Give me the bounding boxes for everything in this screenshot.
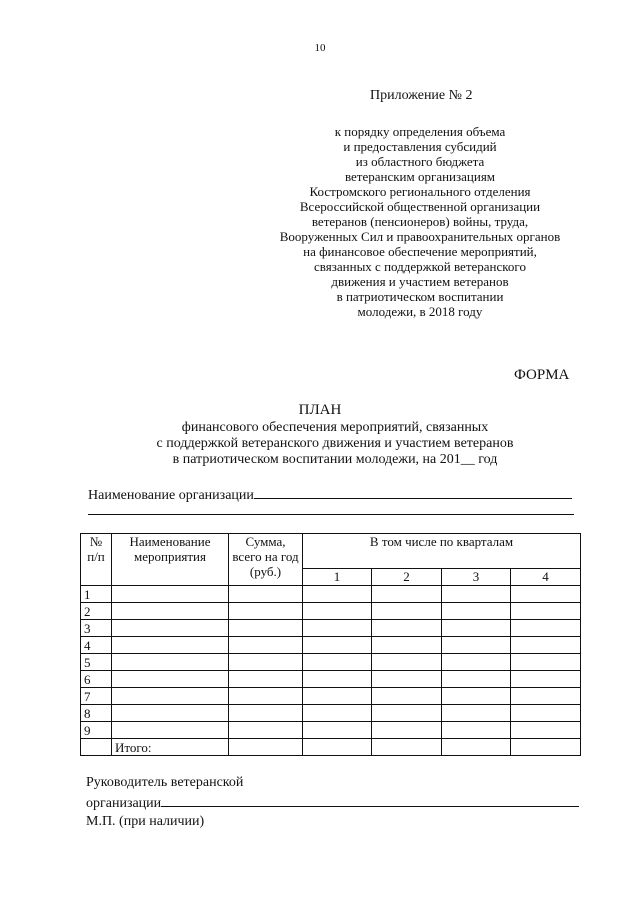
table-row <box>81 654 581 671</box>
appendix-subtitle-line: ветеранским организациям <box>344 169 496 184</box>
cell-q4 <box>511 654 581 671</box>
cell-q2 <box>372 603 442 620</box>
form-label: ФОРМА <box>514 367 570 383</box>
appendix-subtitle-line: Вооруженных Сил и правоохранительных органов <box>279 229 561 244</box>
cell-sum <box>229 722 303 739</box>
cell-q4 <box>511 722 581 739</box>
cell-q1 <box>303 637 372 654</box>
cell-q2 <box>372 739 442 756</box>
cell-q2 <box>372 722 442 739</box>
cell-q2 <box>372 654 442 671</box>
cell-q1 <box>303 654 372 671</box>
appendix-subtitle-line: в патриотическом воспитании <box>336 289 504 304</box>
cell-sum <box>229 654 303 671</box>
organization-fill-line-2 <box>88 514 574 515</box>
row-number: 5 <box>81 654 112 671</box>
cell-empty <box>81 739 112 756</box>
signature-block <box>86 774 579 831</box>
cell-q1 <box>303 603 372 620</box>
cell-sum <box>229 637 303 654</box>
cell-event <box>112 671 229 688</box>
cell-q1 <box>303 688 372 705</box>
appendix-subtitle-line: на финансовое обеспечение мероприятий, <box>303 244 537 259</box>
appendix-subtitle-line: из областного бюджета <box>355 154 485 169</box>
page-number: 10 <box>314 42 326 54</box>
cell-q3 <box>442 637 511 654</box>
header-quarter-3: 3 <box>442 569 511 586</box>
header-quarter-4: 4 <box>511 569 581 586</box>
head-label-line2: организации <box>86 796 162 811</box>
cell-q4 <box>511 739 581 756</box>
plan-subtitle-line: финансового обеспечения мероприятий, связанных <box>181 420 489 435</box>
row-number: 9 <box>81 722 112 739</box>
organization-name-field <box>88 486 572 504</box>
cell-sum <box>229 671 303 688</box>
row-number: 6 <box>81 671 112 688</box>
appendix-subtitle-line: Костромского регионального отделения <box>309 184 531 199</box>
table-row <box>81 637 581 654</box>
table-row <box>81 705 581 722</box>
appendix-title: Приложение № 2 <box>370 88 473 103</box>
cell-q3 <box>442 688 511 705</box>
cell-event <box>112 620 229 637</box>
cell-q4 <box>511 586 581 603</box>
appendix-subtitle-line: молодежи, в 2018 году <box>357 304 483 319</box>
table-row <box>81 671 581 688</box>
plan-subtitle <box>80 420 590 468</box>
cell-q4 <box>511 688 581 705</box>
cell-q3 <box>442 654 511 671</box>
cell-event <box>112 637 229 654</box>
row-number: 8 <box>81 705 112 722</box>
header-event: Наименование мероприятия <box>112 534 229 586</box>
cell-q4 <box>511 603 581 620</box>
cell-q4 <box>511 671 581 688</box>
table-row <box>81 620 581 637</box>
cell-sum <box>229 620 303 637</box>
appendix-subtitle-line: ветеранов (пенсионеров) войны, труда, <box>311 214 529 229</box>
organization-label: Наименование организации <box>88 488 254 503</box>
appendix-subtitle-line: связанных с поддержкой ветеранского <box>314 259 526 274</box>
cell-q3 <box>442 603 511 620</box>
appendix-subtitle-line: движения и участием ветеранов <box>331 274 509 289</box>
appendix-subtitle-line: к порядку определения объема <box>334 124 506 139</box>
stamp-label: М.П. (при наличии) <box>86 814 205 829</box>
cell-q4 <box>511 705 581 722</box>
header-num: № п/п <box>81 534 112 586</box>
cell-q4 <box>511 620 581 637</box>
head-label-line1: Руководитель ветеранской <box>86 775 244 790</box>
table-row <box>81 722 581 739</box>
cell-q2 <box>372 620 442 637</box>
cell-q3 <box>442 671 511 688</box>
cell-sum <box>229 586 303 603</box>
cell-q2 <box>372 637 442 654</box>
cell-q1 <box>303 739 372 756</box>
cell-sum <box>229 688 303 705</box>
cell-q1 <box>303 705 372 722</box>
cell-event <box>112 705 229 722</box>
cell-q1 <box>303 620 372 637</box>
row-number: 2 <box>81 603 112 620</box>
header-quarters-group: В том числе по кварталам <box>303 534 581 569</box>
table-row <box>81 586 581 603</box>
cell-q3 <box>442 705 511 722</box>
cell-sum <box>229 705 303 722</box>
signature-line <box>161 792 579 807</box>
cell-event <box>112 586 229 603</box>
row-number: 7 <box>81 688 112 705</box>
appendix-subtitle-line: Всероссийской общественной организации <box>299 199 541 214</box>
appendix-subtitle-line: и предоставления субсидий <box>343 139 497 154</box>
plan-subtitle-line: с поддержкой ветеранского движения и участием ветеранов <box>156 436 514 451</box>
header-quarter-2: 2 <box>372 569 442 586</box>
total-label: Итого: <box>112 739 229 756</box>
cell-event <box>112 603 229 620</box>
cell-q2 <box>372 671 442 688</box>
cell-event <box>112 688 229 705</box>
table-total-row <box>81 739 581 756</box>
cell-event <box>112 722 229 739</box>
row-number: 1 <box>81 586 112 603</box>
plan-heading: ПЛАН <box>298 402 342 418</box>
appendix-subtitle <box>255 124 585 319</box>
head-label-line2-row <box>86 792 579 813</box>
table-row <box>81 688 581 705</box>
plan-table <box>80 533 581 756</box>
cell-q3 <box>442 586 511 603</box>
cell-q3 <box>442 620 511 637</box>
cell-q2 <box>372 705 442 722</box>
cell-q2 <box>372 586 442 603</box>
cell-q1 <box>303 671 372 688</box>
cell-q3 <box>442 739 511 756</box>
cell-q2 <box>372 688 442 705</box>
organization-fill-line <box>254 486 572 499</box>
cell-q1 <box>303 722 372 739</box>
cell-q4 <box>511 637 581 654</box>
cell-event <box>112 654 229 671</box>
row-number: 3 <box>81 620 112 637</box>
cell-q1 <box>303 586 372 603</box>
plan-subtitle-line: в патриотическом воспитании молодежи, на 201__ год <box>172 452 498 467</box>
cell-sum <box>229 603 303 620</box>
header-sum: Сумма, всего на год (руб.) <box>229 534 303 586</box>
cell-q3 <box>442 722 511 739</box>
cell-sum <box>229 739 303 756</box>
header-quarter-1: 1 <box>303 569 372 586</box>
table-row <box>81 603 581 620</box>
row-number: 4 <box>81 637 112 654</box>
